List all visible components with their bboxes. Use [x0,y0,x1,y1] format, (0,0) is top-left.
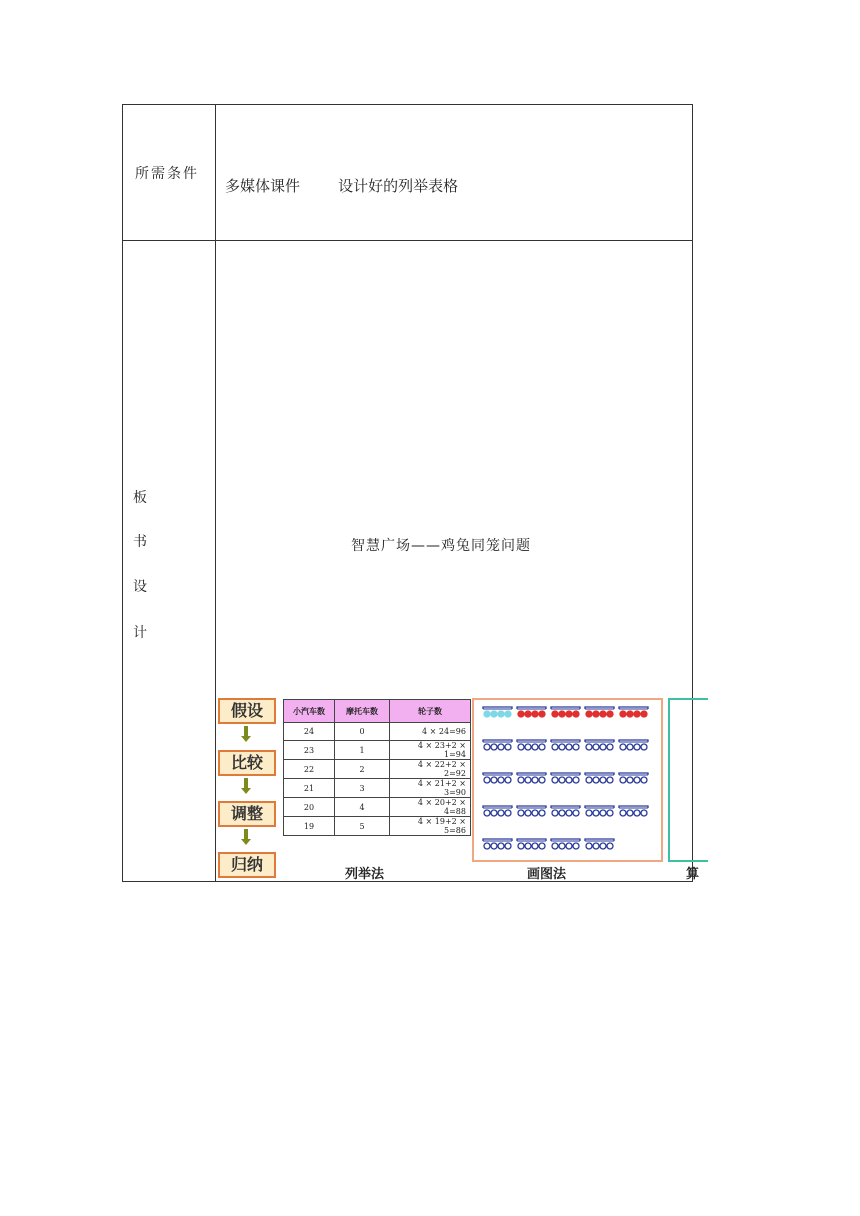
car-icon [550,705,581,719]
table-cell: 19 [284,817,335,836]
caption-calculation: 算 [686,867,700,882]
table-cell: 5 [335,817,390,836]
car-icon [618,771,649,785]
car-row [482,804,649,818]
table-cell: 4 × 23+2 × 1=94 [390,741,471,760]
conditions-text: 多媒体课件 设计好的列举表格 [225,177,459,195]
table-header: 轮子数 [390,700,471,723]
car-icon [482,771,513,785]
car-icon [618,738,649,752]
row-divider [123,240,692,241]
step-assume: 假设 [218,698,276,724]
board-title: 智慧广场——鸡兔同笼问题 [351,538,531,554]
table-row [284,760,471,779]
car-icon [584,804,615,818]
step-adjust: 调整 [218,801,276,827]
caption-drawing: 画图法 [527,867,567,882]
table-cell: 21 [284,779,335,798]
car-icon [618,705,649,719]
enumeration-table [283,699,471,836]
table-cell: 4 × 20+2 × 4=88 [390,798,471,817]
table-row [284,779,471,798]
table-cell: 4 × 22+2 × 2=92 [390,760,471,779]
table-row [284,817,471,836]
car-icon [618,804,649,818]
board-label-char-3: 设 [133,579,147,595]
car-icon [584,738,615,752]
board-label-char-2: 书 [133,534,147,550]
car-icon [516,804,547,818]
car-icon [550,804,581,818]
car-icon [516,837,547,851]
arrow-down-icon [242,829,250,845]
column-divider [215,105,216,881]
table-row [284,741,471,760]
car-icon [482,705,513,719]
car-icon [550,837,581,851]
lesson-table [122,104,700,882]
car-icon [584,771,615,785]
table-header: 摩托车数 [335,700,390,723]
table-cell: 4 [335,798,390,817]
car-row [482,837,615,851]
table-cell: 24 [284,723,335,741]
car-icon [482,804,513,818]
car-icon [584,705,615,719]
arrow-down-icon [242,726,250,742]
car-row [482,771,649,785]
conditions-label: 所需条件 [135,166,199,182]
table-cell: 20 [284,798,335,817]
car-icon [516,738,547,752]
caption-enumeration: 列举法 [345,867,385,882]
table-row [284,723,471,741]
car-icon [516,705,547,719]
arrow-down-icon [242,778,250,794]
table-cell: 0 [335,723,390,741]
car-icon [584,837,615,851]
calculation-method-box [668,698,708,862]
table-row [284,798,471,817]
car-row [482,705,649,719]
car-icon [550,771,581,785]
table-cell: 23 [284,741,335,760]
table-cell: 3 [335,779,390,798]
table-cell: 4 × 24=96 [390,723,471,741]
drawing-method-box [472,698,663,862]
board-label-char-1: 板 [133,490,147,506]
board-label-char-4: 计 [133,625,147,641]
car-row [482,738,649,752]
car-icon [482,738,513,752]
table-cell: 4 × 21+2 × 3=90 [390,779,471,798]
table-cell: 22 [284,760,335,779]
car-icon [482,837,513,851]
car-icon [550,738,581,752]
table-cell: 2 [335,760,390,779]
table-header: 小汽车数 [284,700,335,723]
car-icon [516,771,547,785]
table-cell: 4 × 19+2 × 5=86 [390,817,471,836]
table-cell: 1 [335,741,390,760]
step-summarize: 归纳 [218,852,276,878]
step-compare: 比较 [218,750,276,776]
